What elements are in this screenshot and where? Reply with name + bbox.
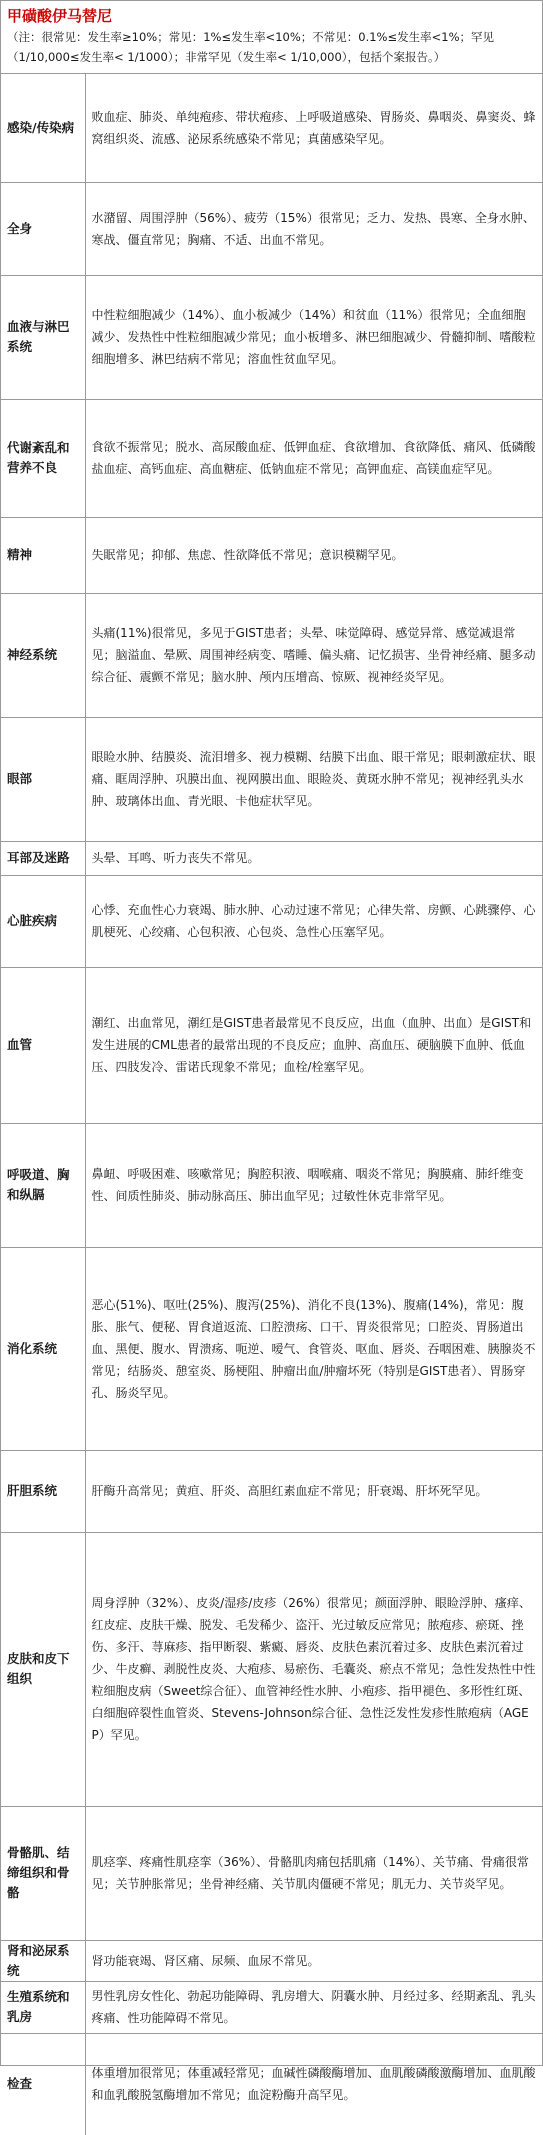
row-category: 消化系统 <box>1 1247 85 1450</box>
table-row <box>1 517 542 593</box>
table-row <box>1 399 542 517</box>
row-text: 失眠常见；抑郁、焦虑、性欲降低不常见；意识模糊罕见。 <box>85 517 542 593</box>
table-row <box>1 275 542 399</box>
frequency-note: （注：很常见：发生率≥10%；常见：1%≤发生率<10%；不常见：0.1%≤发生率<1%；罕见（1/10,000≤发生率< 1/1000）；非常罕见（发生率< 1/10,000），包括个案报告。） <box>7 30 495 64</box>
row-category: 感染/传染病 <box>1 74 85 182</box>
table-row <box>1 1940 542 1981</box>
table-row <box>1 74 542 182</box>
table-row <box>1 1247 542 1450</box>
row-text: 食欲不振常见；脱水、高尿酸血症、低钾血症、食欲增加、食欲降低、痛风、低磷酸盐血症、高钙血症、高血糖症、低钠血症不常见；高钾血症、高镁血症罕见。 <box>85 399 542 517</box>
row-category: 眼部 <box>1 717 85 841</box>
row-category: 皮肤和皮下组织 <box>1 1532 85 1806</box>
adverse-reactions-table <box>1 74 542 2135</box>
row-category: 全身 <box>1 182 85 275</box>
row-category: 心脏疾病 <box>1 875 85 967</box>
row-category: 骨骼肌、结缔组织和骨骼 <box>1 1806 85 1940</box>
row-category: 肝胆系统 <box>1 1450 85 1532</box>
row-text: 肌痉挛、疼痛性肌痉挛（36%）、骨骼肌肉痛包括肌痛（14%）、关节痛、骨痛很常见；关节肿胀常见；坐骨神经痛、关节肌肉僵硬不常见；肌无力、关节炎罕见。 <box>85 1806 542 1940</box>
table-row <box>1 1806 542 1940</box>
row-category: 代谢紊乱和营养不良 <box>1 399 85 517</box>
table-row <box>1 1450 542 1532</box>
table-row <box>1 967 542 1123</box>
row-category: 精神 <box>1 517 85 593</box>
row-category: 肾和泌尿系统 <box>1 1940 85 1981</box>
table-row <box>1 593 542 717</box>
row-text: 男性乳房女性化、勃起功能障碍、乳房增大、阴囊水肿、月经过多、经期紊乱、乳头疼痛、性功能障碍不常见。 <box>85 1981 542 2033</box>
row-text: 中性粒细胞减少（14%）、血小板减少（14%）和贫血（11%）很常见；全血细胞减少、发热性中性粒细胞减少常见；血小板增多、淋巴细胞减少、骨髓抑制、嗜酸粒细胞增多、淋巴结病不常见；溶血性贫血罕见。 <box>85 275 542 399</box>
row-category: 血液与淋巴系统 <box>1 275 85 399</box>
header <box>1 1 542 74</box>
row-text: 鼻衄、呼吸困难、咳嗽常见；胸腔积液、咽喉痛、咽炎不常见；胸膜痛、肺纤维变性、间质性肺炎、肺动脉高压、肺出血罕见；过敏性休克非常罕见。 <box>85 1123 542 1247</box>
table-row <box>1 182 542 275</box>
row-text: 潮红、出血常见，潮红是GIST患者最常见不良反应，出血（血肿、出血）是GIST和发生进展的CML患者的最常出现的不良反应；血肿、高血压、硬脑膜下血肿、低血压、四肢发冷、雷诺氏现象不常见；血栓/栓塞罕见。 <box>85 967 542 1123</box>
row-category: 神经系统 <box>1 593 85 717</box>
row-text: 心悸、充血性心力衰竭、肺水肿、心动过速不常见；心律失常、房颤、心跳骤停、心肌梗死、心绞痛、心包积液、心包炎、急性心压塞罕见。 <box>85 875 542 967</box>
row-category: 生殖系统和乳房 <box>1 1981 85 2033</box>
row-category: 血管 <box>1 967 85 1123</box>
row-text: 肝酶升高常见；黄疸、肝炎、高胆红素血症不常见；肝衰竭、肝坏死罕见。 <box>85 1450 542 1532</box>
row-category: 呼吸道、胸和纵膈 <box>1 1123 85 1247</box>
page-title: 甲磺酸伊马替尼 <box>7 7 113 25</box>
row-text: 恶心(51%)、呕吐(25%)、腹泻(25%)、消化不良(13%)、腹痛(14%)，常见：腹胀、胀气、便秘、胃食道返流、口腔溃疡、口干、胃炎很常见；口腔炎、胃肠道出血、黑便、腹水、胃溃疡、呃逆、嗳气、食管炎、呕血、唇炎、吞咽困难、胰腺炎不常见；结肠炎、憩室炎、肠梗阻、肿瘤出血/肿瘤坏死（特别是GIST患者）、胃肠穿孔、肠炎罕见。 <box>85 1247 542 1450</box>
row-text: 水潴留、周围浮肿（56%）、疲劳（15%）很常见；乏力、发热、畏寒、全身水肿、寒战、僵直常见；胸痛、不适、出血不常见。 <box>85 182 542 275</box>
row-text: 眼睑水肿、结膜炎、流泪增多、视力模糊、结膜下出血、眼干常见；眼刺激症状、眼痛、眶周浮肿、巩膜出血、视网膜出血、眼睑炎、黄斑水肿不常见；视神经乳头水肿、玻璃体出血、青光眼、卡他症状罕见。 <box>85 717 542 841</box>
row-text: 体重增加很常见；体重减轻常见；血碱性磷酸酶增加、血肌酸磷酸激酶增加、血肌酸和血乳酸脱氢酶增加不常见；血淀粉酶升高罕见。 <box>85 2033 542 2135</box>
table-row <box>1 875 542 967</box>
row-category: 耳部及迷路 <box>1 841 85 875</box>
table-row <box>1 1123 542 1247</box>
row-text: 周身浮肿（32%）、皮炎/湿疹/皮疹（26%）很常见；颜面浮肿、眼睑浮肿、瘙痒、红皮症、皮肤干燥、脱发、毛发稀少、盗汗、光过敏反应常见；脓疱疹、瘀斑、挫伤、多汗、荨麻疹、指甲断裂、紫癜、唇炎、皮肤色素沉着过多、皮肤色素沉着过少、牛皮癣、剥脱性皮炎、大疱疹、易瘀伤、毛囊炎、瘀点不常见；急性发热性中性粒细胞皮病（Sweet综合征）、血管神经性水肿、小疱疹、指甲褪色、多形性红斑、白细胞碎裂性血管炎、Stevens-Johnson综合征、急性泛发性发疹性脓疱病（AGEP）罕见。 <box>85 1532 542 1806</box>
table-row <box>1 2033 542 2135</box>
table-row <box>1 841 542 875</box>
row-category: 检查 <box>1 2033 85 2135</box>
row-text: 败血症、肺炎、单纯疱疹、带状疱疹、上呼吸道感染、胃肠炎、鼻咽炎、鼻窦炎、蜂窝组织炎、流感、泌尿系统感染不常见；真菌感染罕见。 <box>91 109 536 146</box>
table-row <box>1 1532 542 1806</box>
table-row <box>1 717 542 841</box>
row-text: 肾功能衰竭、肾区痛、尿频、血尿不常见。 <box>85 1940 542 1981</box>
table-row <box>1 1981 542 2033</box>
row-text: 头痛(11%)很常见，多见于GIST患者；头晕、味觉障碍、感觉异常、感觉减退常见；脑溢血、晕厥、周围神经病变、嗜睡、偏头痛、记忆损害、坐骨神经痛、腿多动综合征、震颤不常见；脑水肿、颅内压增高、惊厥、视神经炎罕见。 <box>85 593 542 717</box>
row-text: 头晕、耳鸣、听力丧失不常见。 <box>85 841 542 875</box>
